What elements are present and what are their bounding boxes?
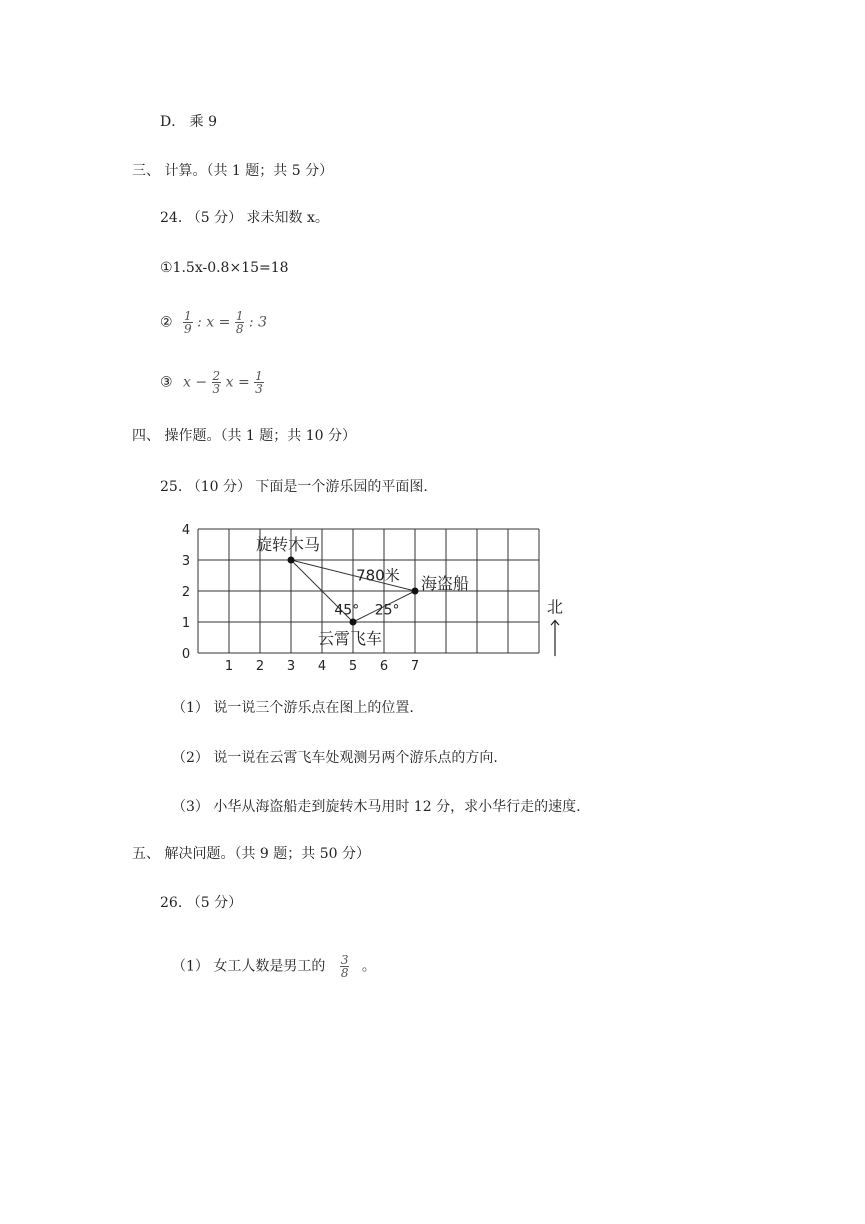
section-4-title: 四、 操作题。（共 1 题；共 10 分）	[132, 428, 356, 444]
x-tick-label: 6	[379, 659, 389, 674]
q25-sub-2: （2） 说一说在云霄飞车处观测另两个游乐点的方向.	[172, 750, 498, 766]
q24-item-1: ①1.5x-0.8×15=18	[160, 260, 289, 276]
x-tick-label: 5	[348, 659, 358, 674]
q25-sub-3: （3） 小华从海盗船走到旋转木马用时 12 分，求小华行走的速度.	[172, 799, 581, 815]
q26-header: 26. （5 分）	[160, 895, 243, 911]
fraction: $\frac{2}{3}$	[212, 369, 221, 396]
x-tick-label: 3	[286, 659, 296, 674]
point-label: 旋转木马	[256, 535, 321, 554]
fraction: $\frac{1}{8}$	[235, 309, 244, 336]
equation-3: x − $\frac{2}{3}$ x = $\frac{1}{3}$	[183, 369, 263, 396]
item-marker: ③	[160, 374, 173, 391]
y-tick-label: 1	[181, 616, 191, 631]
y-tick-label: 0	[181, 647, 191, 662]
y-tick-label: 4	[181, 523, 191, 538]
y-tick-label: 3	[181, 554, 191, 569]
q25-header: 25. （10 分） 下面是一个游乐园的平面图.	[160, 479, 428, 495]
fraction: $\frac{3}{8}$	[340, 953, 349, 980]
point-label: 云霄飞车	[318, 629, 383, 648]
fraction: $\frac{1}{3}$	[255, 369, 263, 396]
x-tick-label: 1	[224, 659, 234, 674]
q24-item-2	[160, 310, 267, 335]
q24-header: 24. （5 分） 求未知数 x。	[160, 210, 329, 226]
section-3-title: 三、 计算。（共 1 题；共 5 分）	[132, 163, 334, 179]
q26-sub-1: （1） 女工人数是男工的 $\frac{3}{8}$ 。	[172, 953, 376, 980]
equation-2: $\frac{1}{9}$ : x = $\frac{1}{8}$ : 3	[184, 309, 267, 336]
map-point	[412, 588, 419, 595]
x-tick-label: 7	[410, 659, 420, 674]
point-label: 海盗船	[421, 574, 470, 593]
x-tick-label: 2	[255, 659, 265, 674]
q25-sub-1: （1） 说一说三个游乐点在图上的位置.	[172, 700, 414, 716]
angle-label-right: 25°	[374, 602, 400, 619]
x-tick-label: 4	[317, 659, 327, 674]
amusement-park-map	[180, 520, 600, 680]
y-tick-label: 2	[181, 585, 191, 600]
map-point	[350, 619, 357, 626]
north-label: 北	[546, 597, 564, 617]
fraction: $\frac{1}{9}$	[184, 309, 192, 336]
section-5-title: 五、 解决问题。（共 9 题；共 50 分）	[132, 846, 370, 862]
map-point	[288, 557, 295, 564]
distance-label: 780米	[356, 566, 400, 585]
item-marker: ②	[160, 314, 173, 331]
option-d: D． 乘 9	[160, 114, 218, 130]
angle-label-left: 45°	[334, 602, 360, 619]
q24-item-3	[160, 370, 264, 395]
